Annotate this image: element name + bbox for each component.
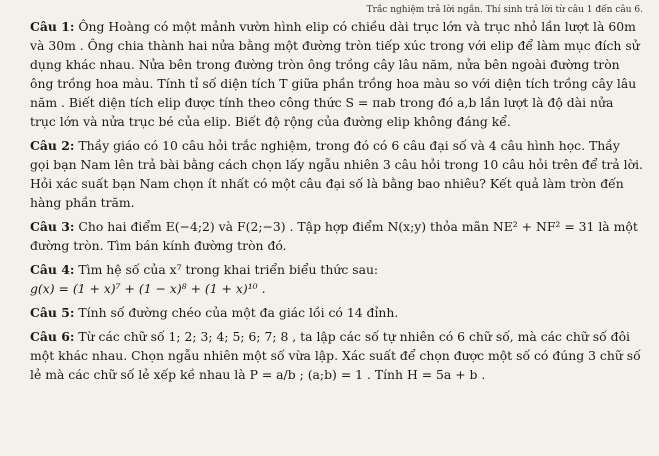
question-6: [30, 327, 643, 384]
question-1: [30, 17, 643, 131]
question-text: Tìm hệ số của x⁷ trong khai triển biểu thức sau:: [78, 262, 379, 277]
question-text: Cho hai điểm E(−4;2) và F(2;−3) . Tập hợp điểm N(x;y) thỏa mãn NE² + NF² = 31 là một đường tròn. Tìm bán kính đường tròn đó.: [30, 219, 638, 253]
question-text: Thầy giáo có 10 câu hỏi trắc nghiệm, trong đó có 6 câu đại số và 4 câu hình học. Thầy gọi bạn Nam lên trả bài bằng cách chọn lấy ngẫu nhiên 3 câu hỏi trong 10 câu hỏi trên để trả lời. Hỏi xác suất bạn Nam chọn ít nhất có một câu đại số là bằng bao nhiêu? Kết quả làm tròn đến hàng phần trăm.: [30, 138, 643, 210]
question-3: [30, 217, 643, 255]
question-label: Câu 1:: [30, 19, 75, 34]
question-2: [30, 136, 643, 212]
question-5: [30, 303, 643, 322]
question-label: Câu 4:: [30, 262, 75, 277]
question-4: [30, 260, 643, 298]
question-label: Câu 5:: [30, 305, 75, 320]
question-label: Câu 2:: [30, 138, 75, 153]
question-formula: g(x) = (1 + x)⁷ + (1 − x)⁸ + (1 + x)¹⁰ .: [30, 281, 266, 296]
question-label: Câu 6:: [30, 329, 75, 344]
question-text: Tính số đường chéo của một đa giác lồi có 14 đỉnh.: [78, 305, 399, 320]
question-label: Câu 3:: [30, 219, 75, 234]
question-text: Từ các chữ số 1; 2; 3; 4; 5; 6; 7; 8 , ta lập các số tự nhiên có 6 chữ số, mà các chữ số đôi một khác nhau. Chọn ngẫu nhiên một số vừa lập. Xác suất để chọn được một số có đúng 3 chữ số lẻ mà các chữ số lẻ xếp kề nhau là P = a/b ; (a;b) = 1 . Tính H = 5a + b .: [30, 329, 641, 382]
section-header: Trắc nghiệm trả lời ngắn. Thí sinh trả lời từ câu 1 đến câu 6.: [366, 5, 643, 15]
question-text: Ông Hoàng có một mảnh vườn hình elip có chiều dài trục lớn và trục nhỏ lần lượt là 60m và 30m . Ông chia thành hai nửa bằng một đường tròn tiếp xúc trong với elip để làm mục đích sử dụng khác nhau. Nửa bên trong đường tròn ông trồng cây lâu năm, nửa bên ngoài đường tròn ông trồng hoa màu. Tính tỉ số diện tích T giữa phần trồng hoa màu so với diện tích trồng cây lâu năm . Biết diện tích elip được tính theo công thức S = πab trong đó a,b lần lượt là độ dài nửa trục lớn và nửa trục bé của elip. Biết độ rộng của đường elip không đáng kể.: [30, 19, 640, 129]
